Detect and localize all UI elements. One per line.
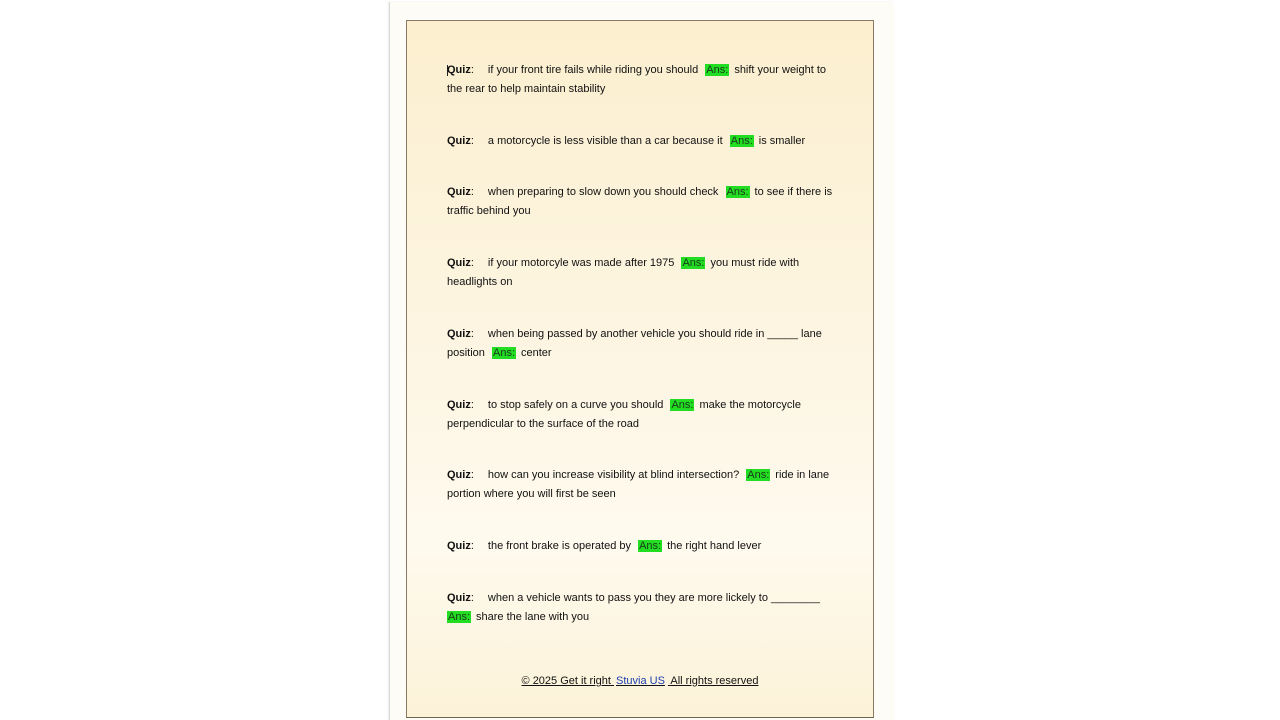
quiz-colon: : [470,540,474,552]
quiz-item [447,325,839,363]
footer-suffix: All rights reserved [670,675,759,687]
quiz-question: if your front tire fails while riding you should [487,64,699,76]
quiz-answer: shift your weight to the rear to help maintain stability [447,64,827,95]
quiz-question: to stop safely on a curve you should [487,399,664,411]
quiz-colon: : [470,64,474,76]
quiz-answer: make the motorcycle perpendicular to the surface of the road [447,399,801,430]
answer-label: Ans: [726,186,749,198]
quiz-label: Quiz [447,135,471,147]
quiz-label: Quiz [447,328,471,340]
quiz-question: when preparing to slow down you should check [487,186,719,198]
quiz-answer: ride in lane portion where you will first be seen [447,469,830,500]
quiz-item [447,537,839,556]
quiz-item [447,132,839,151]
stuvia-link[interactable]: Stuvia US [616,675,665,687]
quiz-label: Quiz [447,540,471,552]
quiz-answer: you must ride with headlights on [447,257,800,288]
answer-label: Ans: [747,469,770,481]
quiz-label: Quiz [447,186,471,198]
quiz-answer: center [521,347,552,359]
quiz-colon: : [470,257,474,269]
quiz-item [447,589,839,627]
quiz-label: Quiz [447,399,471,411]
quiz-question: a motorcycle is less visible than a car because it [487,135,723,147]
quiz-question: the front brake is operated by [487,540,631,552]
answer-label: Ans: [706,64,729,76]
page-border [406,20,874,718]
quiz-answer: is smaller [758,135,806,147]
answer-label: Ans: [671,399,694,411]
quiz-answer: to see if there is traffic behind you [447,186,833,217]
quiz-label: Quiz [447,469,471,481]
quiz-answer: the right hand lever [667,540,762,552]
quiz-label: Quiz [447,64,471,76]
answer-label: Ans: [639,540,662,552]
quiz-question: how can you increase visibility at blind intersection? [487,469,740,481]
answer-label: Ans: [448,611,471,623]
quiz-label: Quiz [447,257,471,269]
answer-label: Ans: [730,135,753,147]
quiz-colon: : [470,328,474,340]
quiz-colon: : [470,186,474,198]
quiz-colon: : [470,399,474,411]
answer-label: Ans: [682,257,705,269]
quiz-item [447,254,839,292]
quiz-colon: : [470,135,474,147]
quiz-colon: : [470,469,474,481]
quiz-question: when a vehicle wants to pass you they are more lickely to ________ [487,592,820,604]
footer-prefix: © 2025 Get it right [521,675,611,687]
quiz-item [447,466,839,504]
document-page [389,2,894,720]
quiz-label: Quiz [447,592,471,604]
quiz-question: when being passed by another vehicle you should ride in _____ lane position [447,328,822,359]
quiz-item [447,183,839,221]
copyright-footer [407,675,873,687]
quiz-item [447,396,839,434]
quiz-item [447,61,839,99]
quiz-answer: share the lane with you [476,611,590,623]
answer-label: Ans: [492,347,515,359]
quiz-question: if your motorcyle was made after 1975 [487,257,675,269]
quiz-colon: : [470,592,474,604]
